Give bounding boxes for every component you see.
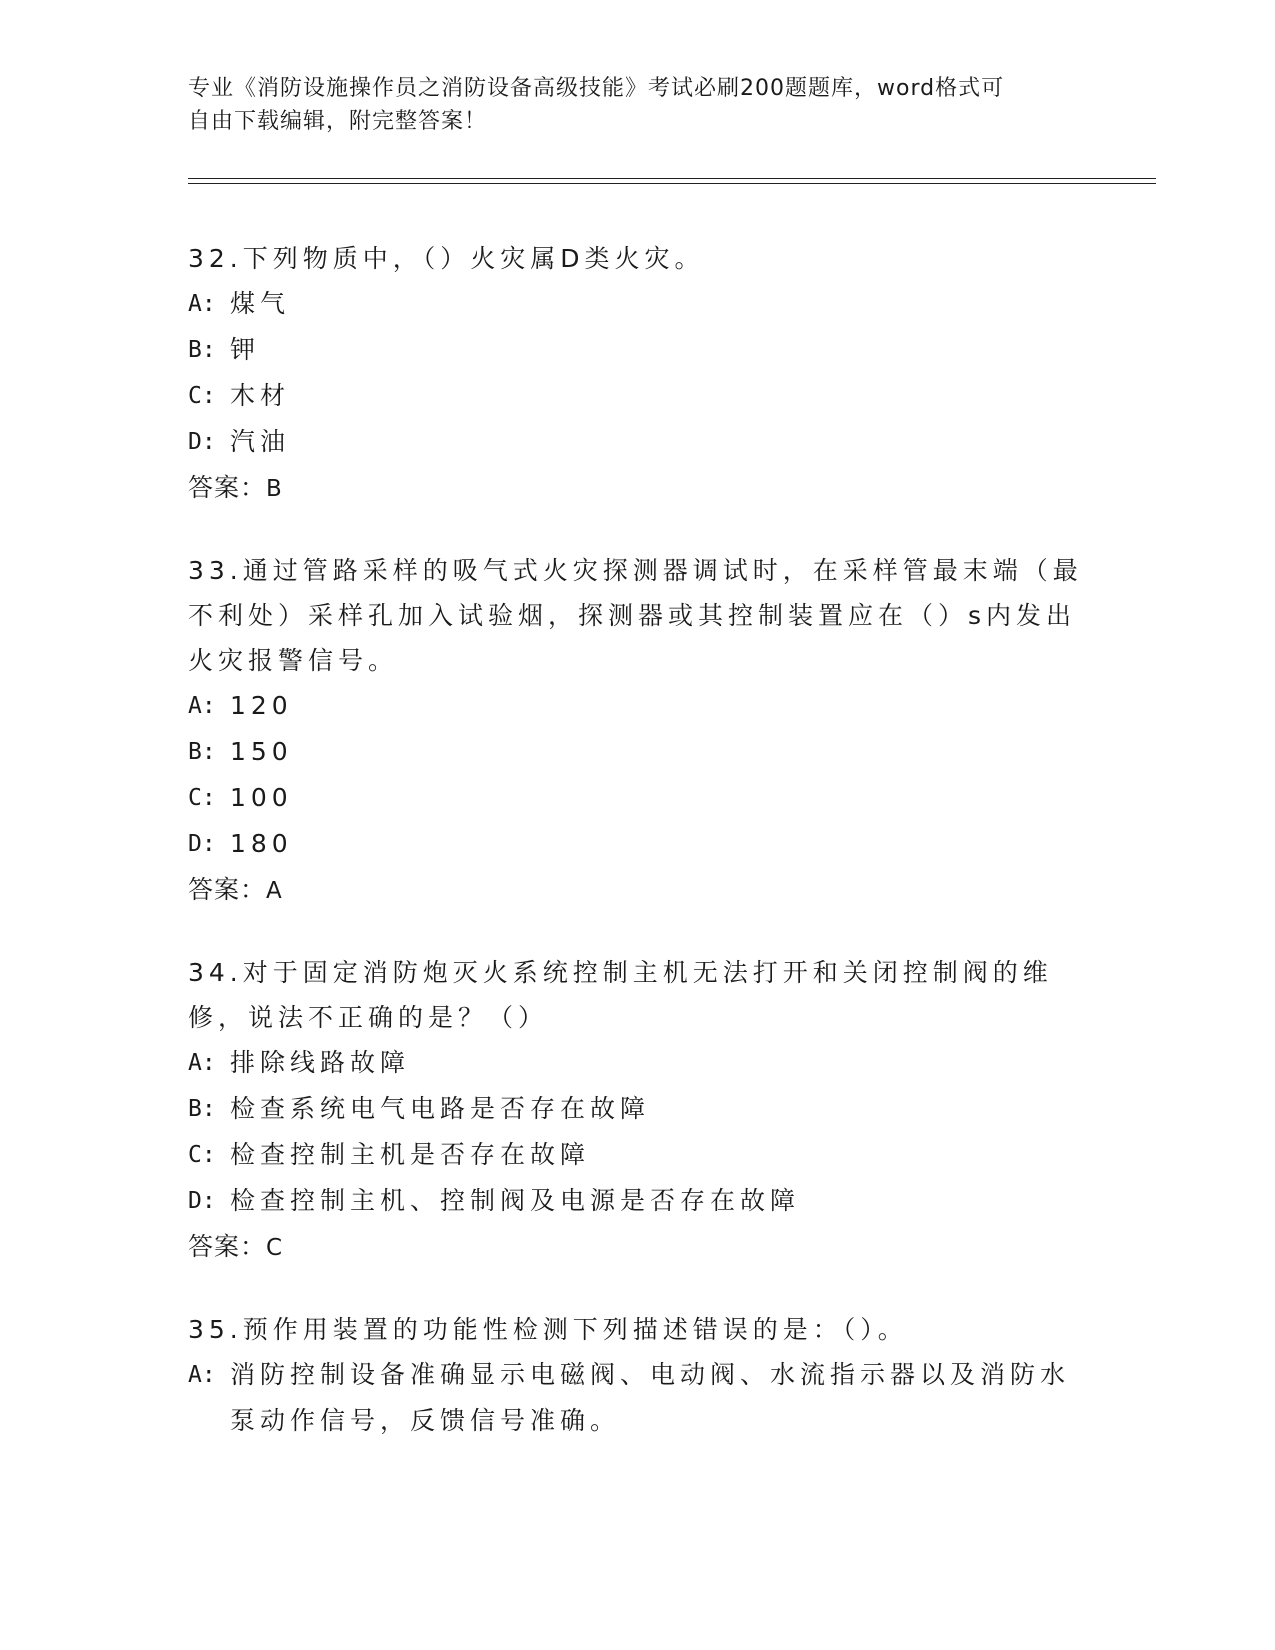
- option-a: [188, 1352, 1088, 1444]
- answer-label: 答案：: [188, 473, 267, 502]
- option-text: 100: [230, 783, 293, 812]
- option-c: [188, 373, 1088, 419]
- answer-value: A: [266, 878, 283, 904]
- header-line-1: 专业《消防设施操作员之消防设备高级技能》考试必刷200题题库，word格式可: [188, 76, 1005, 101]
- answer-label: 答案：: [188, 1232, 267, 1261]
- question-stem: 33.通过管路采样的吸气式火灾探测器调试时，在采样管最末端（最不利处）采样孔加入试验烟，探测器或其控制装置应在（）s内发出火灾报警信号。: [188, 556, 1083, 675]
- option-text: 汽油: [230, 427, 291, 456]
- option-text: 钾: [230, 335, 261, 364]
- header-divider-bottom: [188, 183, 1156, 184]
- answer-value: B: [266, 476, 283, 502]
- question-32: [188, 236, 1088, 512]
- question-stem: 32.下列物质中，（）火灾属D类火灾。: [188, 244, 705, 273]
- answer-value: C: [266, 1235, 284, 1261]
- option-text: 180: [230, 829, 293, 858]
- option-d: [188, 419, 1088, 465]
- option-text: 检查控制主机、控制阀及电源是否存在故障: [230, 1186, 801, 1215]
- question-34: [188, 950, 1088, 1271]
- option-text: 检查系统电气电路是否存在故障: [230, 1094, 651, 1123]
- document-header: [188, 72, 1088, 138]
- option-d: [188, 821, 1088, 867]
- option-letter: B:: [188, 1096, 216, 1122]
- option-letter: A:: [188, 1362, 216, 1388]
- question-35: [188, 1307, 1088, 1444]
- option-letter: B:: [188, 337, 216, 363]
- header-line-2: 自由下载编辑，附完整答案！: [188, 109, 488, 134]
- header-divider-top: [188, 178, 1156, 179]
- option-text: 煤气: [230, 289, 291, 318]
- option-b: [188, 729, 1088, 775]
- option-text: 排除线路故障: [230, 1048, 411, 1077]
- option-letter: D:: [188, 1188, 216, 1214]
- question-list: [188, 236, 1088, 1480]
- option-letter: A:: [188, 291, 216, 317]
- option-text: 消防控制设备准确显示电磁阀、电动阀、水流指示器以及消防水泵动作信号，反馈信号准确。: [230, 1360, 1071, 1435]
- question-33: [188, 548, 1088, 914]
- option-letter: C:: [188, 785, 216, 811]
- option-letter: C:: [188, 383, 216, 409]
- option-text: 150: [230, 737, 293, 766]
- answer-line: [188, 465, 1088, 512]
- option-text: 木材: [230, 381, 291, 410]
- option-letter: D:: [188, 831, 216, 857]
- option-d: [188, 1178, 1088, 1224]
- option-a: [188, 683, 1088, 729]
- option-letter: C:: [188, 1142, 216, 1168]
- question-stem: 35.预作用装置的功能性检测下列描述错误的是：（）。: [188, 1315, 908, 1344]
- answer-line: [188, 867, 1088, 914]
- answer-label: 答案：: [188, 875, 267, 904]
- option-letter: A:: [188, 693, 216, 719]
- option-c: [188, 775, 1088, 821]
- option-letter: A:: [188, 1050, 216, 1076]
- option-text: 120: [230, 691, 293, 720]
- question-stem: 34.对于固定消防炮灭火系统控制主机无法打开和关闭控制阀的维修，说法不正确的是？（）: [188, 958, 1053, 1032]
- option-c: [188, 1132, 1088, 1178]
- answer-line: [188, 1224, 1088, 1271]
- option-letter: D:: [188, 429, 216, 455]
- option-a: [188, 1040, 1088, 1086]
- option-a: [188, 281, 1088, 327]
- option-text: 检查控制主机是否存在故障: [230, 1140, 591, 1169]
- option-letter: B:: [188, 739, 216, 765]
- option-b: [188, 1086, 1088, 1132]
- option-b: [188, 327, 1088, 373]
